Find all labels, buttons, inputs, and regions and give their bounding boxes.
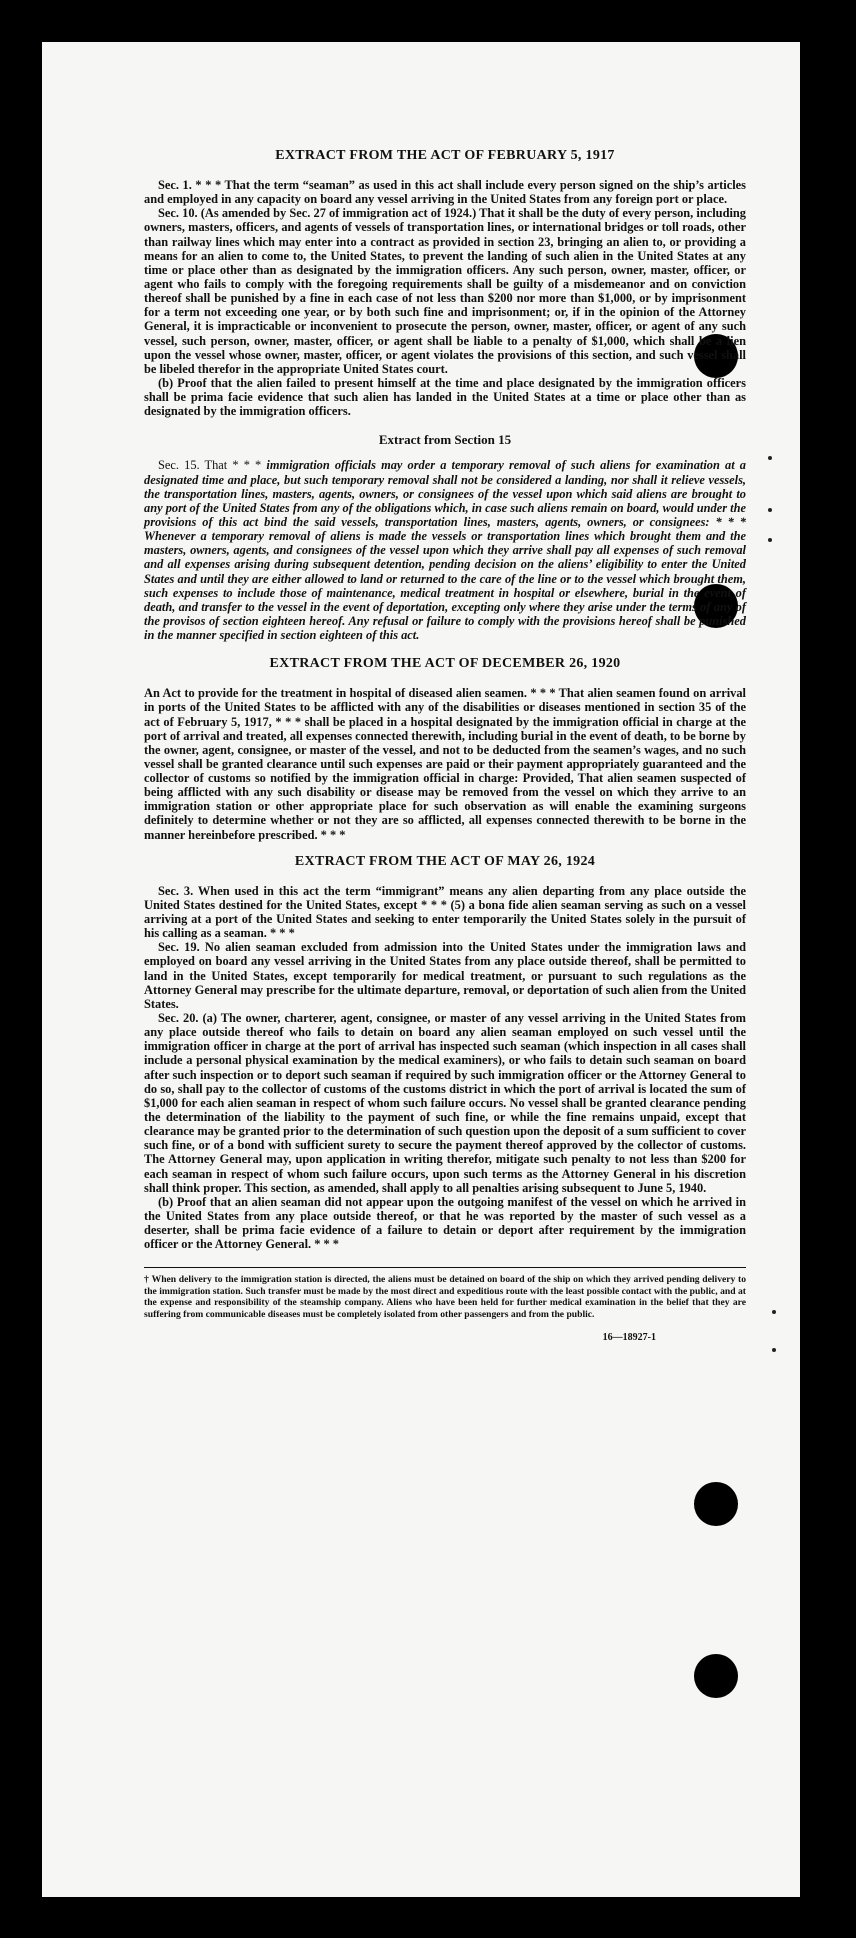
section-lead: Sec. 15. That * * * [158,458,262,473]
punch-hole [694,1482,738,1526]
section-heading: EXTRACT FROM THE ACT OF DECEMBER 26, 1920 [269,656,621,672]
paragraph: An Act to provide for the treatment in hospital of diseased alien seamen. * * * That alien seamen found on arrival in ports of the United States to be afflicted with any of the disabilities or diseases mentioned in section 35 of the act of February 5, 1917, * * * shall be placed in a hospital designated by the immigration official in charge at the port of arrival and treated, all expenses connected therewith, including burial in the event of death, to be borne by the owner, agent, consignee, or master of the vessel, and not to be deducted from the seamen’s wages, and no such vessel shall be granted clearance until such expenses are paid or their payment appropriately guaranteed and the collector of customs so notified by the immigration official in charge: Provided, That alien seamen suspected of being afflicted with any such disability or disease may be removed from the vessel on which they arrive to an immigration station or other appropriate place for such observation as will enable the examining surgeons definitely to determine whether or not they are so afflicted, all expenses connected therewith to be borne in the manner hereinbefore prescribed. * * * [144,686,746,842]
section-text [144,458,746,642]
punch-mark [772,1348,776,1352]
section-heading: EXTRACT FROM THE ACT OF MAY 26, 1924 [294,853,596,869]
document-page [42,42,800,1897]
paragraph: (b) Proof that the alien failed to present himself at the time and place designated by the immigration officers shall be prima facie evidence that such alien has landed in the United States at a time or place other than as designated by the immigration officers. [144,375,746,419]
paragraph: Sec. 10. (As amended by Sec. 27 of immigration act of 1924.) That it shall be the duty of every person, including owners, masters, officers, and agents of vessels of transportation lines, or international bridges or toll roads, other than railway lines which may enter into a contract as provided in section 23, bringing an alien to, or providing a means for an alien to come to, the United States, to prevent the landing of such alien in the United States at any time or place other than as designated by the immigration officers. Any such person, owner, master, officer, or agent who fails to comply with the foregoing requirements shall be guilty of a misdemeanor and on conviction thereof shall be punished by a fine in each case of not less than $200 nor more than $1,000, or by imprisonment for a term not exceeding one year, or by both such fine and imprisonment; or, if in the opinion of the Attorney General, it is impracticable or inconvenient to prosecute the person, owner, master, officer, or agent of any such vessel, such person, owner, master, officer, or agent shall be liable to a penalty of $1,000, which shall be a lien upon the vessel whose owner, master, officer, or agent violates the provisions of this section, and such vessel shall be libeled therefor in the appropriate United States court. [144,206,746,376]
section-text [144,884,746,1252]
paragraph: Sec. 3. When used in this act the term “immigrant” means any alien departing from any place outside the United States destined for the United States, except * * * (5) a bona fide alien seaman serving as such on a vessel arriving at a port of the United States and seeking to enter temporarily the United States solely in the pursuit of his calling as a seaman. * * * [144,883,746,941]
form-number: 16—18927-1 [602,1332,656,1344]
section-subheading: Extract from Section 15 [378,432,512,448]
punch-mark [772,1310,776,1314]
punch-hole [694,1654,738,1698]
paragraph: immigration officials may order a temporary removal of such aliens for examination at a designated time and place, but such temporary removal shall not be considered a landing, nor shall it relieve vessels, the transportation lines, masters, agents, owners, or consignees of the vessel upon which said aliens are brought to any port of the United States from any of the obligations which, in case such aliens remain on board, would under the provisions of this act bind the said vessels, transportation lines, masters, agents, owners, or consignees: * * * Whenever a temporary removal of aliens is made the vessels or transportation lines which brought them and the masters, owners, agents, and consignees of the vessel upon which they arrive shall pay all expenses of such removal and all expenses arising during subsequent detention, pending decision on the aliens’ eligibility to enter the United States and until they are either allowed to land or returned to the care of the line or to the vessel which brought them, such expenses to include those of maintenance, medical treatment in hospital or elsewhere, burial in the event of death, and transfer to the vessel in the event of deportation, excepting only where they arise under the terms of any of the provisos of section eighteen hereof. Any refusal or failure to comply with the provisions hereof shall be punished in the manner specified in section eighteen of this act. [144,458,746,643]
punch-mark [768,508,772,512]
paragraph: Sec. 19. No alien seaman excluded from admission into the United States under the immigration laws and employed on board any vessel arriving in the United States from any place outside thereof, shall be permitted to land in the United States, except temporarily for medical treatment, or pursuant to such regulations as the Attorney General may prescribe for the ultimate departure, removal, or deportation of such alien from the United States. [144,940,746,1011]
document-body [144,148,746,1343]
punch-mark [768,538,772,542]
section-heading: EXTRACT FROM THE ACT OF FEBRUARY 5, 1917 [275,148,615,163]
footnote: † When delivery to the immigration station is directed, the aliens must be detained on board of the ship on which they arrived pending delivery to the immigration station. Such transfer must be made by the most direct and expeditious route with the least possible contact with the public, and at the expense and responsibility of the steamship company. Aliens who have been held for further medical examination in the belief that they are suffering from communicable diseases must be completely isolated from other passengers and from the public. [144,1267,746,1320]
paragraph: Sec. 20. (a) The owner, charterer, agent, consignee, or master of any vessel arriving in the United States from any place outside thereof who fails to detain on board any alien seaman employed on such vessel until the immigration officer in charge at the port of arrival has inspected such seaman (which inspection in all cases shall include a personal physical examination by the medical examiners), or who fails to detain such seaman on board after such inspection or to deport such seaman if required by such immigration officer or the Attorney General to do so, shall pay to the collector of customs of the customs district in which the port of arrival is located the sum of $1,000 for each alien seaman in respect of whom such failure occurs. No vessel shall be granted clearance pending the determination of the liability to the payment of such fine, or while the fine remains unpaid, except that clearance may be granted prior to the determination of such question upon the deposit of a sum sufficient to cover such fine, or of a bond with sufficient surety to secure the payment thereof approved by the collector of customs. The Attorney General may, upon application in writing therefor, mitigate such penalty to not less than $200 for each seaman in respect of whom such failure occurs, upon such terms as the Attorney General in his discretion shall think proper. This section, as amended, shall apply to all penalties arising subsequent to June 5, 1940. [144,1011,746,1195]
section-text [144,686,746,842]
paragraph: (b) Proof that an alien seaman did not appear upon the outgoing manifest of the vessel on which he arrived in the United States from any place outside thereof, or that he was reported by the master of such vessel as a deserter, shall be prima facie evidence of a failure to detain or deport after requirement by the immigration officer or the Attorney General. * * * [144,1194,746,1252]
paragraph: Sec. 1. * * * That the term “seaman” as used in this act shall include every person signed on the ship’s articles and employed in any capacity on board any vessel arriving in the United States from any foreign port or place. [144,178,746,207]
punch-mark [768,456,772,460]
section-text [144,178,746,418]
